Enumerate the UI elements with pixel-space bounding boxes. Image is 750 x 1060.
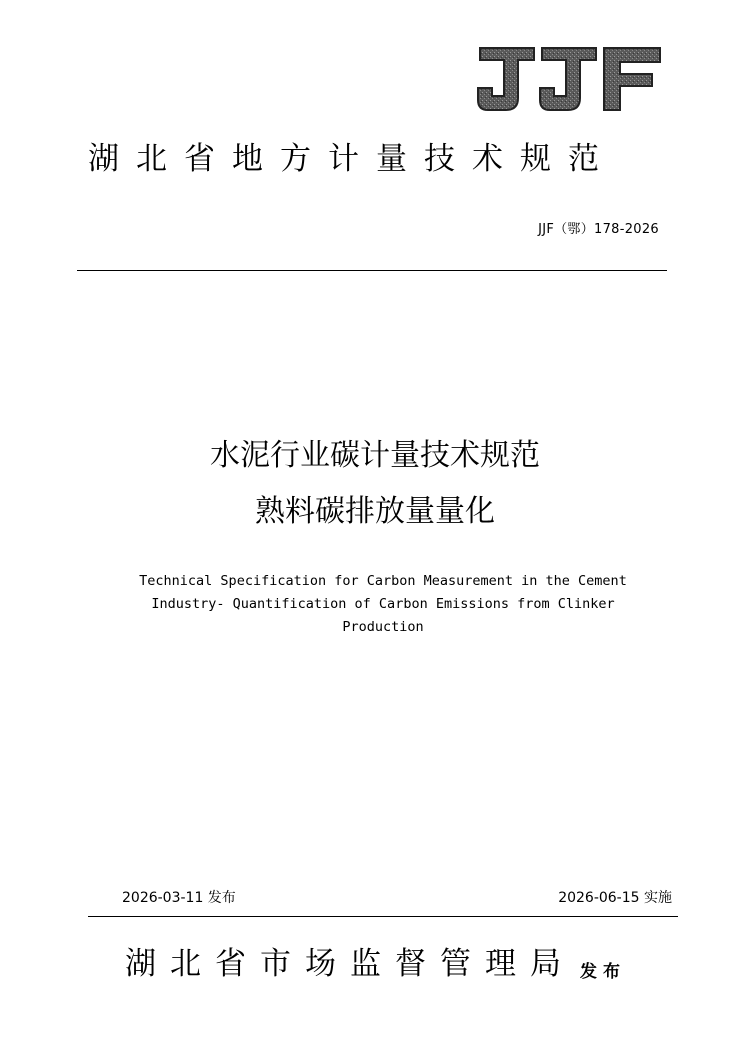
- document-title-line-2: 熟料碳排放量量化: [255, 494, 495, 529]
- english-title-line-3: Production: [342, 619, 424, 635]
- implement-date: 2026-06-15 实施: [558, 890, 672, 906]
- series-title: 湖北省地方计量技术规范: [88, 141, 616, 177]
- english-title-line-1: Technical Specification for Carbon Measurement in the Cement: [139, 573, 627, 589]
- english-title: [0, 570, 750, 639]
- document-title-line-1: 水泥行业碳计量技术规范: [210, 438, 540, 473]
- logo-letter-j1: [478, 48, 534, 110]
- document-code: JJF（鄂）178-2026: [538, 222, 659, 237]
- footer-divider: [88, 916, 678, 917]
- header-divider: [77, 270, 667, 271]
- publish-date: 2026-03-11 发布: [122, 890, 236, 906]
- issuing-authority: 湖北省市场监督管理局: [125, 946, 575, 982]
- jjf-logo: [474, 44, 664, 114]
- logo-letter-f: [604, 48, 660, 110]
- logo-letter-j2: [540, 48, 596, 110]
- english-title-line-2: Industry- Quantification of Carbon Emissions from Clinker: [151, 596, 615, 612]
- issuer-suffix: 发布: [580, 962, 626, 982]
